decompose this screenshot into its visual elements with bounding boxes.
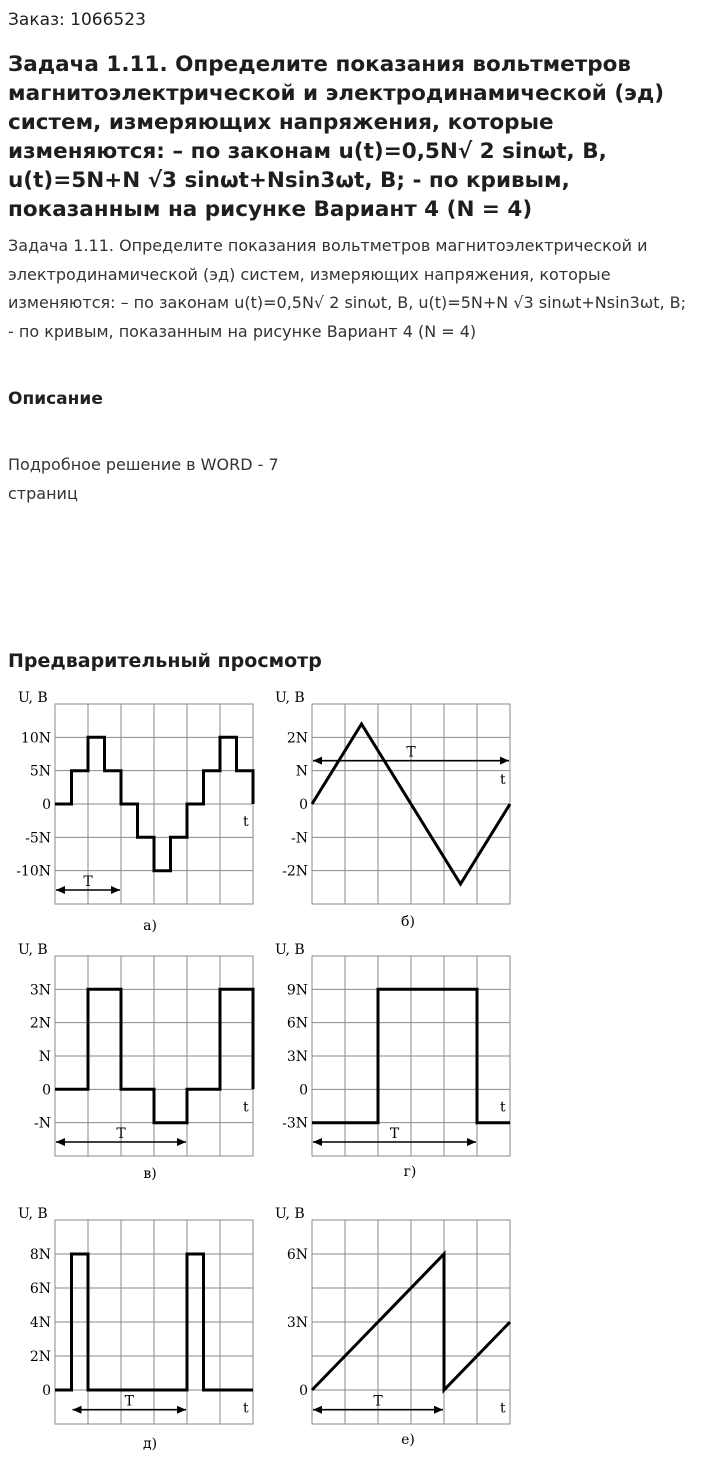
y-tick-label: 3N <box>286 1315 308 1331</box>
chart-caption: а) <box>143 918 157 934</box>
preview-figure <box>0 690 560 1460</box>
chart-caption: в) <box>143 1166 157 1182</box>
arrow-head-icon <box>500 757 509 765</box>
y-tick-label: -N <box>34 1115 51 1132</box>
chart-panel <box>275 1206 510 1448</box>
task-text: Задача 1.11. Определите показания вольтметров магнитоэлектрической и электродинамической (эд) систем, измеряющих напряжения, которые изменяются: – по законам u(t)=0,5N√ 2 sinωt, В, u(t)=5N+N √3 sinωt+Nsin3ωt, В; - по кривым, показанным на рисунке Вариант 4 (N = 4) <box>8 236 687 341</box>
arrow-head-icon <box>111 886 120 894</box>
y-axis-label: U, В <box>275 690 305 706</box>
y-tick-label: 0 <box>42 1383 51 1399</box>
chart-panel <box>16 690 253 934</box>
arrow-head-icon <box>73 1406 82 1414</box>
chart-panel <box>18 942 253 1182</box>
chart-caption: б) <box>401 914 415 930</box>
description-heading: Описание <box>8 389 103 409</box>
y-tick-label: 8N <box>29 1247 51 1263</box>
period-label: T <box>116 1126 126 1142</box>
x-axis-label: t <box>500 1400 506 1417</box>
period-label: T <box>124 1393 134 1410</box>
chart-panel <box>18 1206 253 1452</box>
description-text: Подробное решение в WORD - 7 страниц <box>8 455 279 503</box>
chart-panel <box>275 690 510 930</box>
y-tick-label: 0 <box>299 1383 308 1399</box>
y-axis-label: U, В <box>18 1206 48 1222</box>
y-axis-label: U, В <box>275 1206 305 1222</box>
arrow-head-icon <box>313 757 322 765</box>
y-tick-label: -5N <box>25 830 51 847</box>
y-tick-label: 2N <box>29 1015 51 1032</box>
arrow-head-icon <box>313 1138 322 1146</box>
y-tick-label: -N <box>291 830 308 847</box>
y-tick-label: -3N <box>282 1115 308 1132</box>
y-tick-label: 3N <box>29 982 51 999</box>
chart-panel <box>275 942 510 1180</box>
chart-caption: г) <box>403 1164 417 1180</box>
arrow-head-icon <box>467 1138 476 1146</box>
x-axis-label: t <box>243 814 249 830</box>
y-axis-label: U, В <box>18 690 48 706</box>
period-label: T <box>406 744 416 761</box>
y-tick-label: 9N <box>286 982 308 999</box>
arrow-head-icon <box>313 1406 322 1414</box>
y-axis-label: U, В <box>18 942 48 958</box>
y-tick-label: 0 <box>299 797 308 813</box>
task-title: Задача 1.11. Определите показания вольтметров магнитоэлектрической и электродинамической (эд) систем, измеряющих напряжения, которые изменяются: – по законам u(t)=0,5N√ 2 sinωt, В, u(t)=5N+N √3 sinωt+Nsin3ωt, В; - по кривым, показанным на рисунке Вариант 4 (N = 4) <box>8 52 665 222</box>
preview-heading: Предварительный просмотр <box>8 650 322 672</box>
order-number: Заказ: 1066523 <box>8 10 146 30</box>
arrow-head-icon <box>56 886 65 894</box>
y-tick-label: 0 <box>42 797 51 813</box>
y-tick-label: 6N <box>29 1281 51 1297</box>
y-tick-label: 6N <box>286 1247 308 1263</box>
y-tick-label: -10N <box>16 863 51 880</box>
period-label: T <box>389 1126 400 1142</box>
chart-caption: д) <box>142 1436 158 1452</box>
period-label: T <box>83 874 93 890</box>
y-tick-label: 6N <box>286 1015 308 1032</box>
y-tick-label: 2N <box>286 730 308 747</box>
y-tick-label: N <box>295 763 308 780</box>
chart-grid <box>312 956 510 1156</box>
arrow-head-icon <box>434 1406 443 1414</box>
y-tick-label: N <box>38 1049 51 1065</box>
chart-grid <box>55 956 253 1156</box>
y-tick-label: 0 <box>42 1082 51 1099</box>
arrow-head-icon <box>56 1138 65 1146</box>
chart-grid <box>312 1220 510 1424</box>
arrow-head-icon <box>177 1406 186 1414</box>
period-label: T <box>373 1393 383 1410</box>
y-tick-label: 5N <box>29 763 51 780</box>
chart-caption: е) <box>401 1432 415 1448</box>
x-axis-label: t <box>500 772 506 788</box>
x-axis-label: t <box>500 1099 506 1116</box>
y-tick-label: 10N <box>20 730 51 747</box>
x-axis-label: t <box>243 1099 249 1116</box>
arrow-head-icon <box>177 1138 186 1146</box>
y-tick-label: 2N <box>29 1349 51 1365</box>
y-tick-label: 3N <box>286 1049 308 1065</box>
y-tick-label: 4N <box>29 1315 51 1331</box>
y-tick-label: -2N <box>282 863 308 880</box>
y-axis-label: U, В <box>275 942 305 958</box>
chart-grid <box>55 1220 253 1424</box>
x-axis-label: t <box>243 1400 249 1417</box>
y-tick-label: 0 <box>299 1082 308 1099</box>
